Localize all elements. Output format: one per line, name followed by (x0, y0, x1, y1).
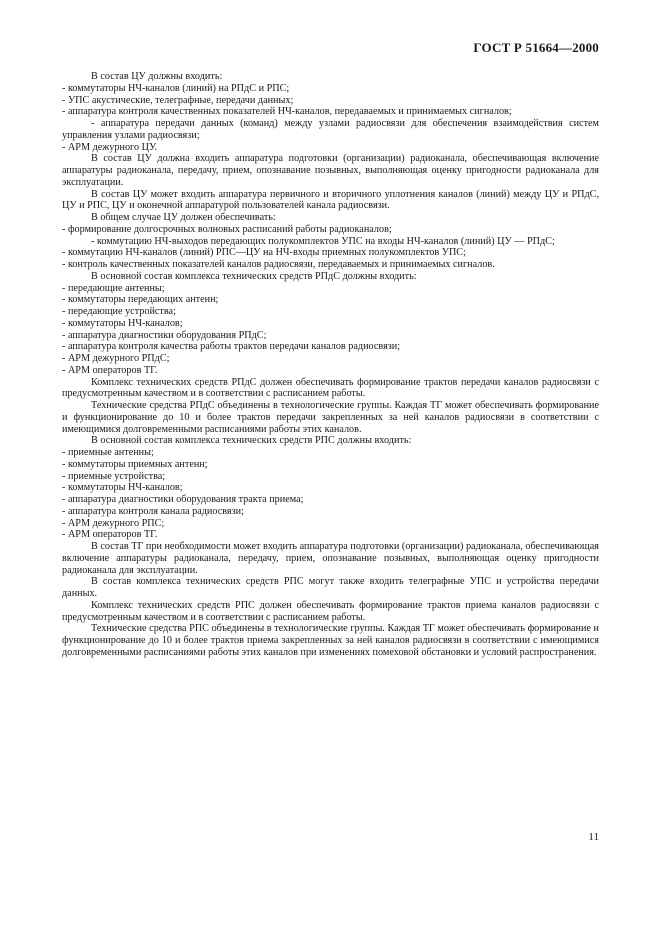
list-item: - аппаратура контроля качества работы трактов передачи каналов радиосвязи; (62, 341, 401, 353)
paragraph: В состав ЦУ может входить аппаратура первичного и вторичного уплотнения каналов (линий) между ЦУ и РПдС, ЦУ и РПС, ЦУ и оконечной аппаратурой пользователей канала радиосвязи. (62, 188, 599, 212)
page-number: 11 (588, 831, 599, 843)
paragraph: Комплекс технических средств РПдС должен обеспечивать формирование трактов передачи каналов радиосвязи с предусмотренным качеством и в соответствии с расписанием работы. (62, 376, 599, 400)
paragraph: В основной состав комплекса технических средств РПС должны входить: (91, 435, 412, 447)
paragraph: В общем случае ЦУ должен обеспечивать: (91, 212, 276, 223)
paragraph: В состав ЦУ должны входить: (91, 71, 223, 82)
list-item: - приемные антенны; (62, 447, 154, 458)
list-item: - коммутацию НЧ-каналов (линий) РПС—ЦУ на НЧ-входы приемных полукомплектов УПС; (62, 247, 466, 259)
paragraph: Комплекс технических средств РПС должен обеспечивать формирование трактов приема каналов радиосвязи с предусмотренным качеством и в соответствии с расписанием работы. (62, 599, 599, 623)
list-item: - аппаратура диагностики оборудования РПдС; (62, 329, 267, 341)
paragraph: В основной состав комплекса технических средств РПдС должны входить: (91, 270, 417, 282)
paragraph: Технические средства РПС объединены в технологические группы. Каждая ТГ может обеспечивать формирование и функционирование до 10 и более трактов приема закрепленных за ней каналов радиосвязи в соответствии с имеющимися долговременными расписаниями работы этих каналов при изменениях помеховой обстановки и условий распространения. (62, 623, 599, 658)
list-item: - аппаратура контроля канала радиосвязи; (62, 505, 244, 517)
list-item: - коммутаторы НЧ-каналов; (62, 317, 183, 329)
list-item: - коммутаторы приемных антенн; (62, 458, 208, 470)
list-item: - приемные устройства; (62, 470, 166, 482)
list-item: - АРМ дежурного РПдС; (62, 353, 170, 364)
paragraph: В состав комплекса технических средств РПС могут также входить телеграфные УПС и устройства передачи данных. (62, 576, 599, 599)
list-item: - коммутацию НЧ-выходов передающих полукомплектов УПС на входы НЧ-каналов (линий) ЦУ — РПдС; (91, 235, 555, 247)
paragraph: В состав ЦУ должна входить аппаратура подготовки (организации) радиоканала, обеспечивающая включение аппаратуры радиоканала, передачу, прием, опознавание позывных, выполняющая оценку пригодности радиоканала для эксплуатации. (62, 153, 599, 188)
paragraph: Технические средства РПдС объединены в технологические группы. Каждая ТГ может обеспечивать формирование и функционирование до 10 и более трактов передачи закрепленных за ней каналов радиосвязи в соответствии с имеющимися долговременными расписаниями работы этих каналов. (62, 400, 599, 435)
list-item: - УПС акустические, телеграфные, передачи данных; (62, 94, 294, 106)
list-item: - аппаратура передачи данных (команд) между узлами радиосвязи для обеспечения взаимодействия систем управления узлами радиосвязи; (62, 118, 599, 141)
list-item: - коммутаторы передающих антенн; (62, 294, 219, 306)
document-body (62, 71, 599, 659)
list-item: - АРМ операторов ТГ. (62, 529, 158, 541)
list-item: - формирование долгосрочных волновых расписаний работы радиоканалов; (62, 223, 392, 235)
list-item: - коммутаторы НЧ-каналов (линий) на РПдС и РПС; (62, 82, 290, 94)
list-item: - АРМ дежурного ЦУ. (62, 141, 158, 153)
list-item: - аппаратура диагностики оборудования тракта приема; (62, 494, 304, 505)
document-header: ГОСТ Р 51664—2000 (473, 40, 599, 55)
list-item: - АРМ операторов ТГ. (62, 364, 158, 376)
list-item: - коммутаторы НЧ-каналов; (62, 482, 183, 494)
list-item: - аппаратура контроля качественных показателей НЧ-каналов, передаваемых и принимаемых сигналов; (62, 106, 512, 118)
list-item: - контроль качественных показателей каналов радиосвязи, передаваемых и принимаемых сигналов. (62, 259, 495, 270)
list-item: - передающие антенны; (62, 282, 165, 294)
list-item: - АРМ дежурного РПС; (62, 517, 165, 529)
list-item: - передающие устройства; (62, 306, 176, 317)
paragraph: В состав ТГ при необходимости может входить аппаратура подготовки (организации) радиоканала, обеспечивающая включение аппаратуры радиоканала, передачу, прием, опознавание позывных, выполняющая оценку пригодности радиоканала для эксплуатации. (62, 541, 599, 576)
